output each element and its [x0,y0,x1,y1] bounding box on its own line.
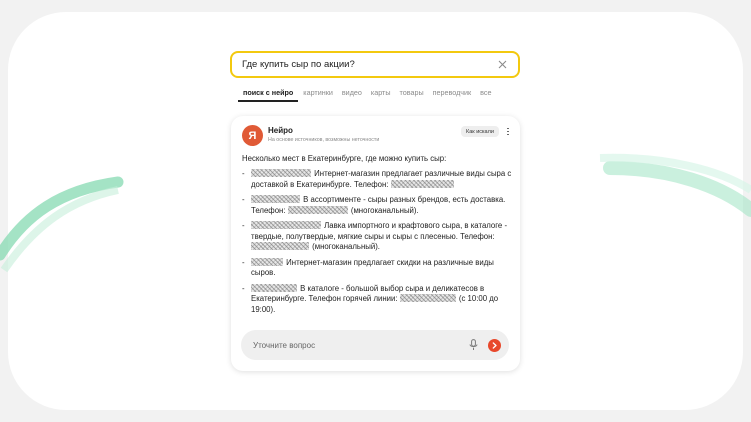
list-item [242,258,512,279]
search-field[interactable] [230,51,520,78]
redacted-phone [391,180,454,188]
list-bullet: - [242,169,245,178]
how-searched-button[interactable]: Как искали [461,126,499,137]
redacted-name [251,258,283,266]
follow-up-input[interactable]: Уточните вопрос [253,340,316,350]
more-icon[interactable] [505,126,511,137]
redacted-name [251,169,311,177]
list-bullet: - [242,194,245,204]
tab-neuro[interactable]: поиск с нейро [243,87,294,97]
neuro-answer-card [231,116,520,371]
brand-subtitle: На основе источников, возможны неточности [268,137,380,143]
tab-goods[interactable]: товары [399,87,424,97]
follow-up-field[interactable] [241,330,509,360]
list-item-text: Лавка импортного и крафтового сыра, в каталоге - твердые, полутвердые, мягкие сыры и сыры с плесенью. Телефон: [251,220,508,241]
list-item-text: В каталоге - большой выбор сыра и деликатесов в Екатеринбурге. Телефон горячей линии: [251,283,485,304]
redacted-name [251,284,297,292]
list-bullet: - [242,283,245,293]
list-bullet: - [242,257,245,267]
redacted-phone [400,294,456,302]
tab-video[interactable]: видео [341,87,362,97]
list-item [242,195,512,216]
microphone-icon[interactable] [467,338,479,352]
list-item-text: (с 10:00 до 19:00). [251,294,499,314]
list-item [242,221,512,253]
logo-glyph: Я [248,129,257,142]
search-input[interactable]: Где купить сыр по акции? [242,59,355,70]
neuro-logo [242,125,263,146]
list-bullet: - [242,220,245,230]
list-item-text: (многоканальный). [348,205,419,215]
list-item [242,169,512,190]
answer-intro: Несколько мест в Екатеринбурге, где можно купить сыр: [242,154,447,163]
redacted-name [251,221,321,229]
tab-translator[interactable]: переводчик [432,87,472,97]
list-item-text: В ассортименте - сыры разных брендов, есть доставка. Телефон: [251,194,506,215]
redacted-name [251,195,300,203]
send-icon [491,342,498,349]
list-item-text: Интернет-магазин предлагает скидки на различные виды сыров. [251,257,494,278]
list-item-text: Интернет-магазин предлагает различные виды сыра с доставкой в Екатеринбурге. Телефон: [251,169,512,189]
redacted-phone [288,206,348,214]
list-item-text: (многоканальный). [310,242,380,252]
redacted-phone [251,242,309,250]
tab-all[interactable]: все [480,87,492,97]
tab-images[interactable]: картинки [303,87,333,97]
send-button[interactable] [488,339,501,352]
brand-title: Нейро [268,126,293,135]
answer-list [242,169,512,320]
list-item [242,284,512,316]
search-tabs [238,85,518,99]
tab-maps[interactable]: карты [370,87,391,97]
clear-icon[interactable] [496,59,508,71]
